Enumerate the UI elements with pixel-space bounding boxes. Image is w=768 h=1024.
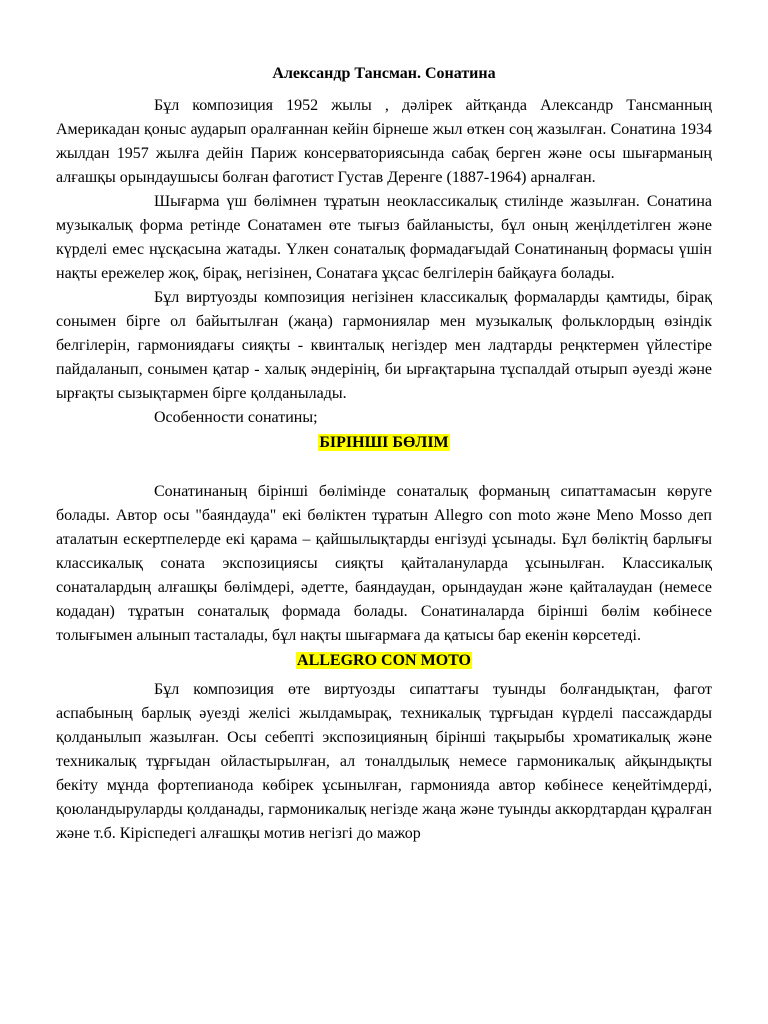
highlighted-heading-text: ALLEGRO CON MOTO [297,652,471,669]
page-title: Александр Тансман. Сонатина [272,65,496,82]
intro-paragraph-3: Бұл виртуозды композиция негізінен классикалық формаларды қамтиды, бірақ сонымен бірге ол байытылған (жаңа) гармониялар мен музыкалық фольклордың өзіндік белгілерін, гармониядағы сияқты - квинталық негіздер мен ладтарды реңктермен үйлестіре пайдаланып, сонымен қатар - халық әндерінің, би ырғақтарына тұспалдай отырып әуезді және ырғақты сызықтармен бірге қолданылады. [56,289,712,402]
section-heading-allegro [56,650,712,672]
section2-paragraph: Бұл композиция өте виртуозды сипаттағы туынды болғандықтан, фагот аспабының барлық әуезді желісі жылдамырақ, техникалық тұрғыдан күрделі пассаждарды қолданылып жазылған. Осы себепті экспозицияның бірінші тақырыбы хроматикалық және техникалық тұрғыдан ойластырылған, ал тоналдылық немесе гармоникалық айқындықты бекіту мұнда фортепианода көбірек ұсынылған, гармонияда автор көбінесе кеңейтімдерді, қоюландыруларды қолданады, гармоникалық негізде жаңа және туынды аккордтардан құралған және т.б. Кіріспедегі алғашқы мотив негізгі до мажор [56,681,712,842]
spacer [56,454,712,480]
intro-paragraph-2: Шығарма үш бөлімнен тұратын неоклассикалық стилінде жазылған. Сонатина музыкалық форма ретінде Сонатамен өте тығыз байланысты, бұл оның жеңілдетілген және күрделі емес нұсқасына жатады. Үлкен сонаталық формадағыдай Сонатинаның формасы үшін нақты ережелер жоқ, бірақ, негізінен, Сонатаға ұқсас белгілерін байқауға болады. [56,193,712,282]
intro-paragraph-4: Особенности сонатины; [154,409,318,426]
highlighted-heading-text: БІРІНШІ БӨЛІМ [319,434,449,451]
intro-paragraph-1: Бұл композиция 1952 жылы , дәлірек айтқанда Александр Тансманның Америкадан қоныс аударып оралғаннан кейін бірнеше жыл өткен соң жазылған. Сонатина 1934 жылдан 1957 жылға дейін Париж консерваториясында сабақ берген және осы шығарманың алғашқы орындаушысы болған фаготист Густав Деренге (1887-1964) арналған. [56,97,712,186]
section-heading-first-part [56,432,712,454]
section1-paragraph: Сонатинаның бірінші бөлімінде сонаталық форманың сипаттамасын көруге болады. Автор осы "баяндауда" екі бөліктен тұратын Allegro con moto және Meno Mosso деп аталатын ескертпелерде екі қарама – қайшылықтарды енгізуді ұсынады. Бұл бөліктің барлығы классикалық соната экспозициясы сияқты қайталануларда ұсынылған. Классикалық сонаталардың алғашқы бөлімдері, әдетте, баяндаудан, орындаудан және қайталаудан (немесе кодадан) тұратын сонаталық формада болады. Сонатиналарда бірінші бөлім көбінесе толығымен алынып тасталады, бұл нақты шығармаға да қатысы бар екенін көрсетеді. [56,483,712,644]
